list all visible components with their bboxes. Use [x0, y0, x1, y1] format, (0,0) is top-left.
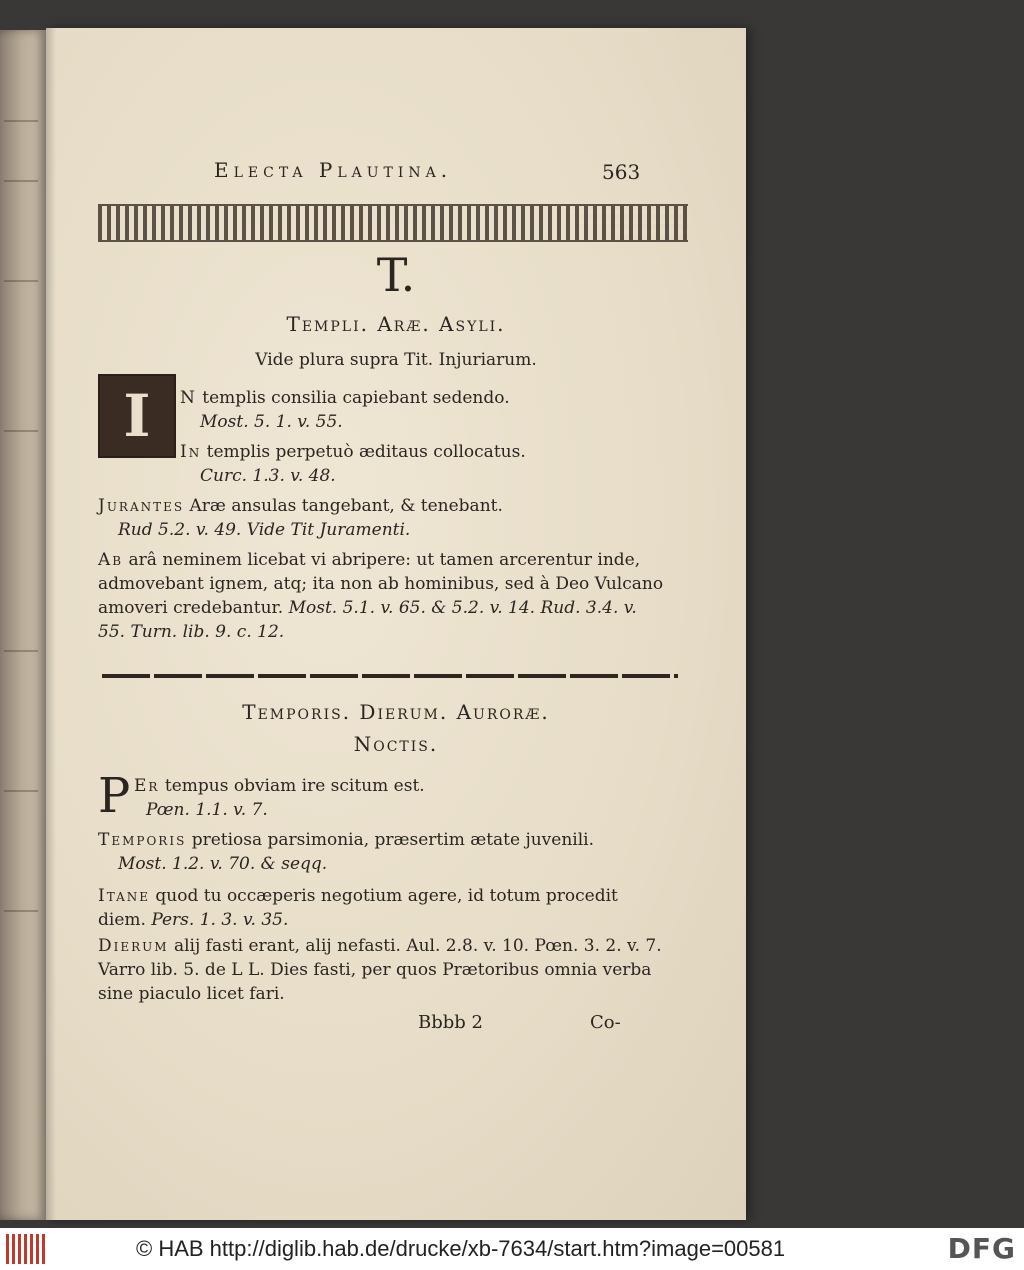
page-header — [46, 158, 746, 188]
section-letter: T. — [376, 248, 416, 302]
catchword: Co- — [590, 1012, 621, 1033]
initial-letter: I — [123, 382, 151, 450]
page-gutter-shadow — [46, 28, 56, 1220]
section-heading: Temporis. Dierum. Auroræ. — [242, 700, 550, 724]
entry: In templis perpetuò æditaus collocatus. Curc. 1.3. v. 48. — [180, 442, 526, 486]
entry: Jurantes Aræ ansulas tangebant, & tenebant. Rud 5.2. v. 49. Vide Tit Juramenti. — [98, 496, 503, 540]
decorative-border — [98, 204, 688, 242]
adjacent-page-edge — [0, 30, 46, 1220]
entry: Er tempus obviam ire scitum est. Pœn. 1.1. v. 7. — [134, 776, 425, 820]
entry: Dierum alij fasti erant, alij nefasti. Aul. 2.8. v. 10. Pœn. 3. 2. v. 7. Varro lib. 5. de L L. Dies fasti, per quos Prætoribus omnia verba sine piaculo licet fari. — [98, 936, 662, 1004]
drop-cap: P — [98, 768, 131, 824]
entry: N templis consilia capiebant sedendo. Most. 5. 1. v. 55. — [180, 388, 510, 432]
page-number: 563 — [602, 160, 641, 184]
decorated-initial — [98, 374, 176, 458]
entry: Temporis pretiosa parsimonia, præsertim ætate juvenili. Most. 1.2. v. 70. & seqq. — [98, 830, 595, 874]
section-heading-continued: Noctis. — [353, 732, 439, 756]
viewer-footer — [0, 1228, 1024, 1270]
source-url-link[interactable]: © HAB http://diglib.hab.de/drucke/xb-7634/start.htm?image=00581 — [136, 1236, 786, 1261]
dfg-logo: DFG — [947, 1232, 1016, 1265]
library-logo-icon — [6, 1234, 48, 1264]
section-heading: Templi. Aræ. Asyli. — [286, 312, 506, 336]
book-page — [46, 28, 746, 1220]
entry: Ab arâ neminem licebat vi abripere: ut tamen arcerentur inde, admovebant ignem, atq; ita non ab hominibus, sed à Deo Vulcano amoveri credebantur. Most. 5.1. v. 65. & 5.2. v. 14. Rud. 3.4. v. 55. Turn. lib. 9. c. 12. — [98, 550, 664, 642]
signature-mark: Bbbb 2 — [418, 1012, 483, 1033]
see-also-note: Vide plura supra Tit. Injuriarum. — [255, 350, 537, 370]
running-title: Electa Plautina. — [214, 158, 453, 182]
section-divider — [102, 674, 678, 678]
entry: Itane quod tu occæperis negotium agere, id totum procedit diem. Pers. 1. 3. v. 35. — [98, 886, 618, 930]
